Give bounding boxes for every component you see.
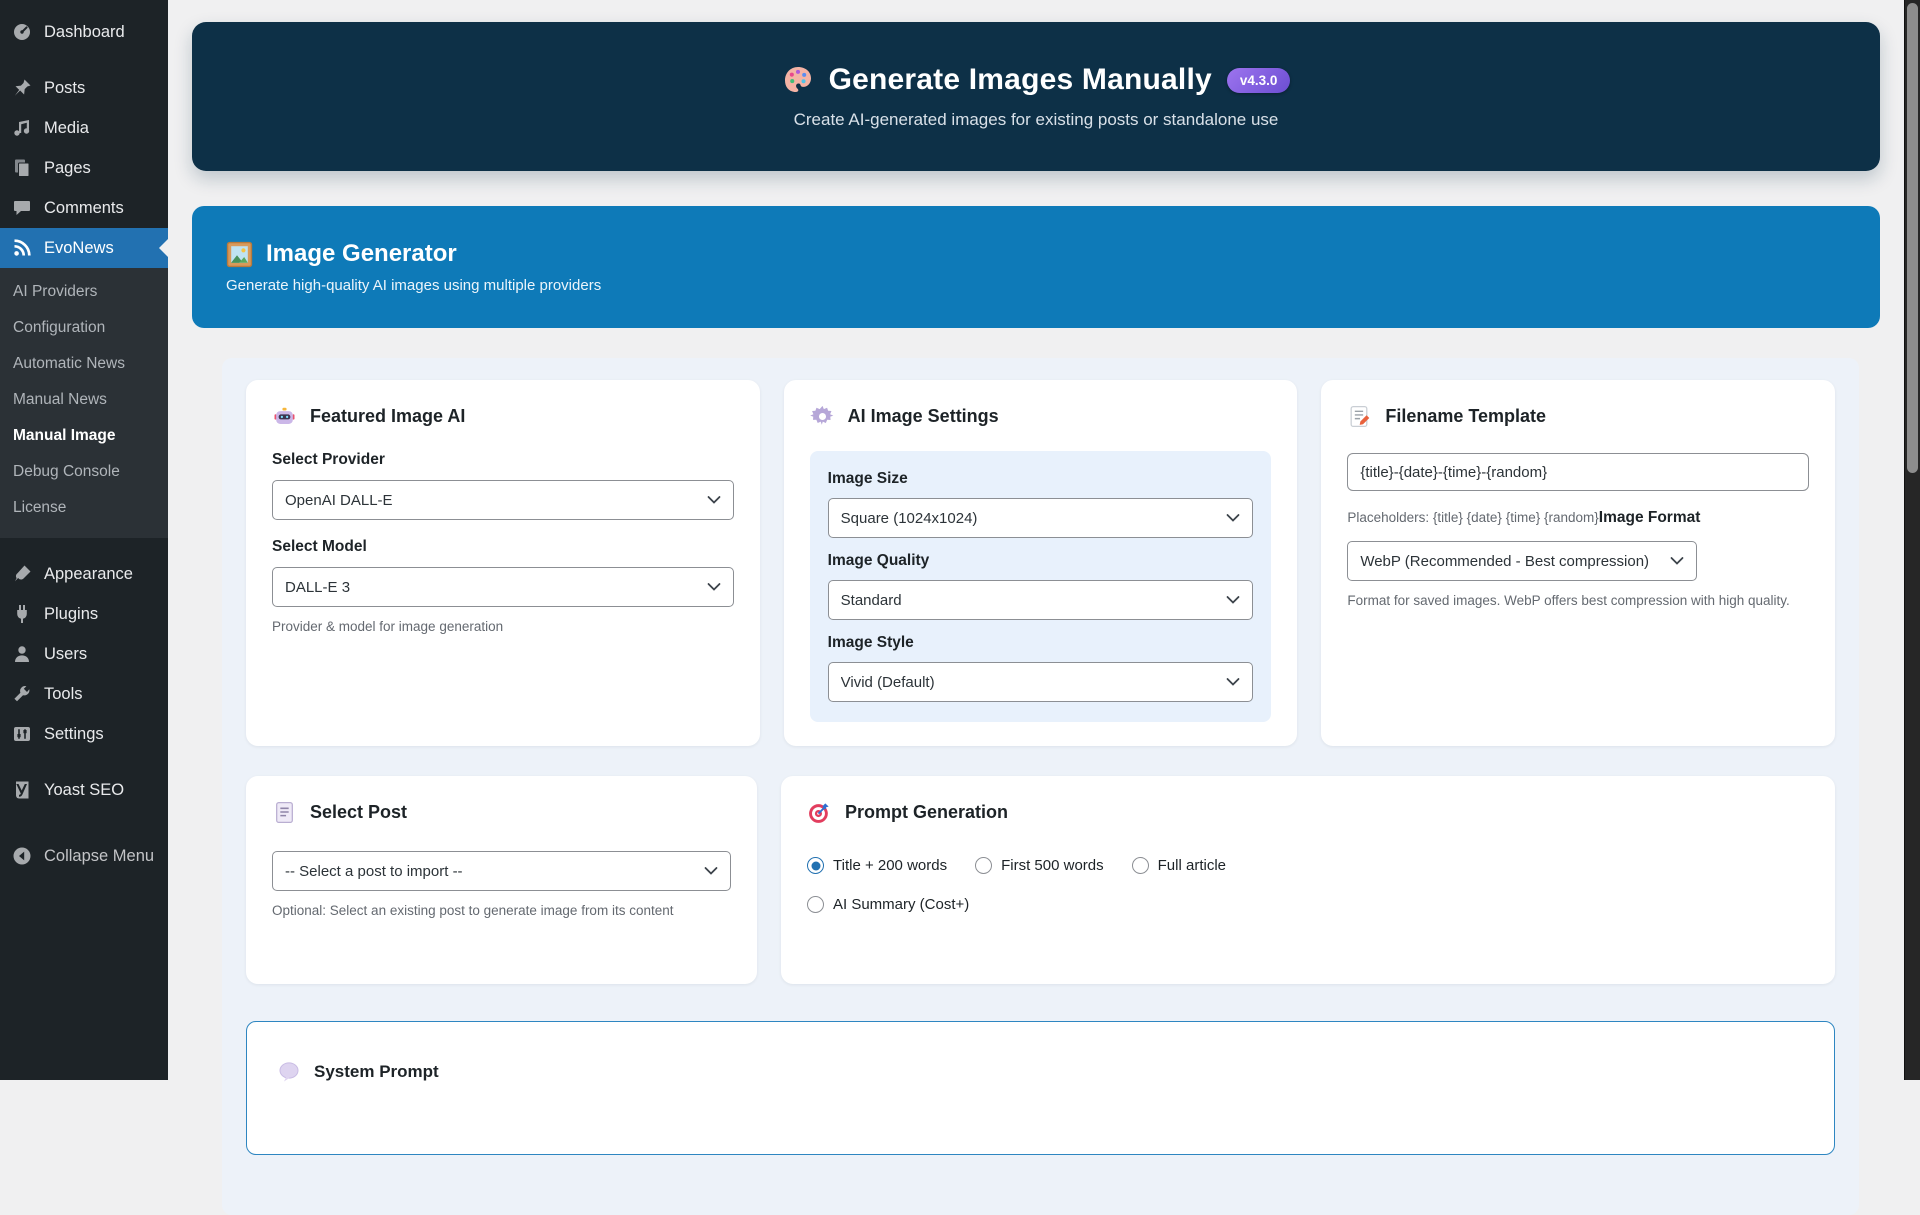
sidebar-item-label: Plugins <box>44 604 99 623</box>
radio-button[interactable] <box>1132 857 1149 874</box>
brush-icon <box>11 563 33 585</box>
sidebar-item-yoast-seo[interactable] <box>0 770 168 810</box>
page-banner <box>192 22 1880 171</box>
collapse-arrow-icon <box>11 845 33 867</box>
card-title: System Prompt <box>314 1062 439 1081</box>
radio-label: AI Summary (Cost+) <box>833 896 970 913</box>
sidebar-item-posts[interactable] <box>0 68 168 108</box>
provider-label: Select Provider <box>272 451 385 468</box>
radio-option-first-500-words[interactable] <box>975 857 1104 874</box>
wrench-icon <box>11 683 33 705</box>
radio-option-full-article[interactable] <box>1132 857 1226 874</box>
radio-button[interactable] <box>807 896 824 913</box>
pages-icon <box>11 157 33 179</box>
ai-image-settings-card <box>784 380 1298 746</box>
radio-label: First 500 words <box>1001 857 1104 874</box>
system-prompt-card <box>246 1021 1835 1155</box>
user-icon <box>11 643 33 665</box>
radio-label: Title + 200 words <box>833 857 948 874</box>
submenu-item-configuration[interactable]: Configuration <box>13 319 106 336</box>
sliders-icon <box>11 723 33 745</box>
prompt-generation-card <box>781 776 1835 984</box>
filename-template-input[interactable] <box>1347 453 1809 491</box>
generator-form-container <box>222 358 1859 1215</box>
sidebar-item-label: Comments <box>44 198 124 217</box>
section-subtitle: Generate high-quality AI images using multiple providers <box>226 277 602 294</box>
image-style-label: Image Style <box>827 634 914 651</box>
sidebar-item-plugins[interactable] <box>0 594 168 634</box>
page-title: Generate Images Manually <box>828 63 1212 96</box>
sidebar-item-label: Appearance <box>44 564 133 583</box>
speech-balloon-icon <box>277 1060 301 1084</box>
version-badge: v4.3.0 <box>1227 68 1291 93</box>
sidebar-item-label: Posts <box>44 78 86 97</box>
collapse-menu-button[interactable] <box>0 836 168 876</box>
submenu-item-manual-image[interactable]: Manual Image <box>13 427 116 444</box>
sidebar-item-label: Tools <box>44 684 83 703</box>
sidebar-item-evonews[interactable] <box>0 228 168 268</box>
target-icon <box>807 800 832 825</box>
model-label: Select Model <box>272 538 367 555</box>
sidebar-item-settings[interactable] <box>0 714 168 754</box>
dashboard-icon <box>11 21 33 43</box>
yoast-icon <box>11 779 33 801</box>
card-title: AI Image Settings <box>847 406 999 426</box>
robot-icon <box>272 404 297 429</box>
sidebar-item-users[interactable] <box>0 634 168 674</box>
palette-icon <box>782 64 814 96</box>
admin-sidebar <box>0 0 168 1080</box>
gear-icon <box>810 404 835 429</box>
image-quality-select[interactable] <box>828 580 1254 620</box>
model-select[interactable] <box>272 567 734 607</box>
featured-image-ai-card <box>246 380 760 746</box>
select-post-card <box>246 776 757 984</box>
sidebar-item-tools[interactable] <box>0 674 168 714</box>
image-format-select[interactable] <box>1347 541 1697 581</box>
submenu-item-debug-console[interactable]: Debug Console <box>13 463 120 480</box>
pushpin-icon <box>11 77 33 99</box>
sidebar-item-label: Pages <box>44 158 91 177</box>
radio-option-title-200-words[interactable] <box>807 857 947 874</box>
radio-button[interactable] <box>807 857 824 874</box>
image-generator-header <box>192 206 1880 328</box>
post-select[interactable] <box>272 851 731 891</box>
page-subtitle: Create AI-generated images for existing posts or standalone use <box>793 110 1279 129</box>
comment-icon <box>11 197 33 219</box>
sidebar-item-media[interactable] <box>0 108 168 148</box>
framed-picture-icon <box>226 241 253 268</box>
radio-button[interactable] <box>975 857 992 874</box>
sidebar-item-label: Collapse Menu <box>44 846 155 865</box>
card-title: Prompt Generation <box>845 802 1009 822</box>
submenu-item-ai-providers[interactable]: AI Providers <box>13 283 98 300</box>
sidebar-item-label: EvoNews <box>44 238 114 257</box>
rss-icon <box>11 237 33 259</box>
image-style-select[interactable] <box>828 662 1254 702</box>
scrollbar-thumb[interactable] <box>1907 3 1918 473</box>
sidebar-item-dashboard[interactable] <box>0 12 168 52</box>
filename-template-card <box>1321 380 1835 746</box>
card-title: Select Post <box>310 802 408 822</box>
sidebar-item-appearance[interactable] <box>0 554 168 594</box>
sidebar-item-comments[interactable] <box>0 188 168 228</box>
memo-icon <box>1347 404 1372 429</box>
image-size-label: Image Size <box>827 470 908 487</box>
image-size-select[interactable] <box>828 498 1254 538</box>
submenu-item-automatic-news[interactable]: Automatic News <box>13 355 125 372</box>
radio-label: Full article <box>1157 857 1226 874</box>
sidebar-item-pages[interactable] <box>0 148 168 188</box>
media-icon <box>11 117 33 139</box>
card-title: Filename Template <box>1385 406 1547 426</box>
image-quality-label: Image Quality <box>827 552 930 569</box>
image-format-label: Image Format <box>1598 509 1701 526</box>
format-helper-text: Format for saved images. WebP offers best compression with high quality. <box>1347 593 1790 608</box>
placeholders-helper-text: Placeholders: {title} {date} {time} {random} <box>1347 510 1599 525</box>
main-content <box>168 0 1920 1080</box>
radio-option-ai-summary[interactable] <box>807 896 969 913</box>
card-title: Featured Image AI <box>310 406 466 426</box>
provider-helper-text: Provider & model for image generation <box>272 619 504 634</box>
section-title: Image Generator <box>266 240 457 267</box>
sidebar-item-label: Settings <box>44 724 104 743</box>
evonews-submenu <box>0 268 168 538</box>
select-post-helper-text: Optional: Select an existing post to generate image from its content <box>272 903 674 918</box>
plug-icon <box>11 603 33 625</box>
sidebar-item-label: Dashboard <box>44 22 125 41</box>
sidebar-item-label: Users <box>44 644 88 663</box>
submenu-item-license[interactable]: License <box>13 499 67 516</box>
image-settings-panel <box>810 451 1272 722</box>
document-icon <box>272 800 297 825</box>
sidebar-item-label: Media <box>44 118 89 137</box>
scrollbar[interactable] <box>1904 0 1920 1080</box>
submenu-item-manual-news[interactable]: Manual News <box>13 391 107 408</box>
sidebar-item-label: Yoast SEO <box>44 780 125 799</box>
provider-select[interactable] <box>272 480 734 520</box>
